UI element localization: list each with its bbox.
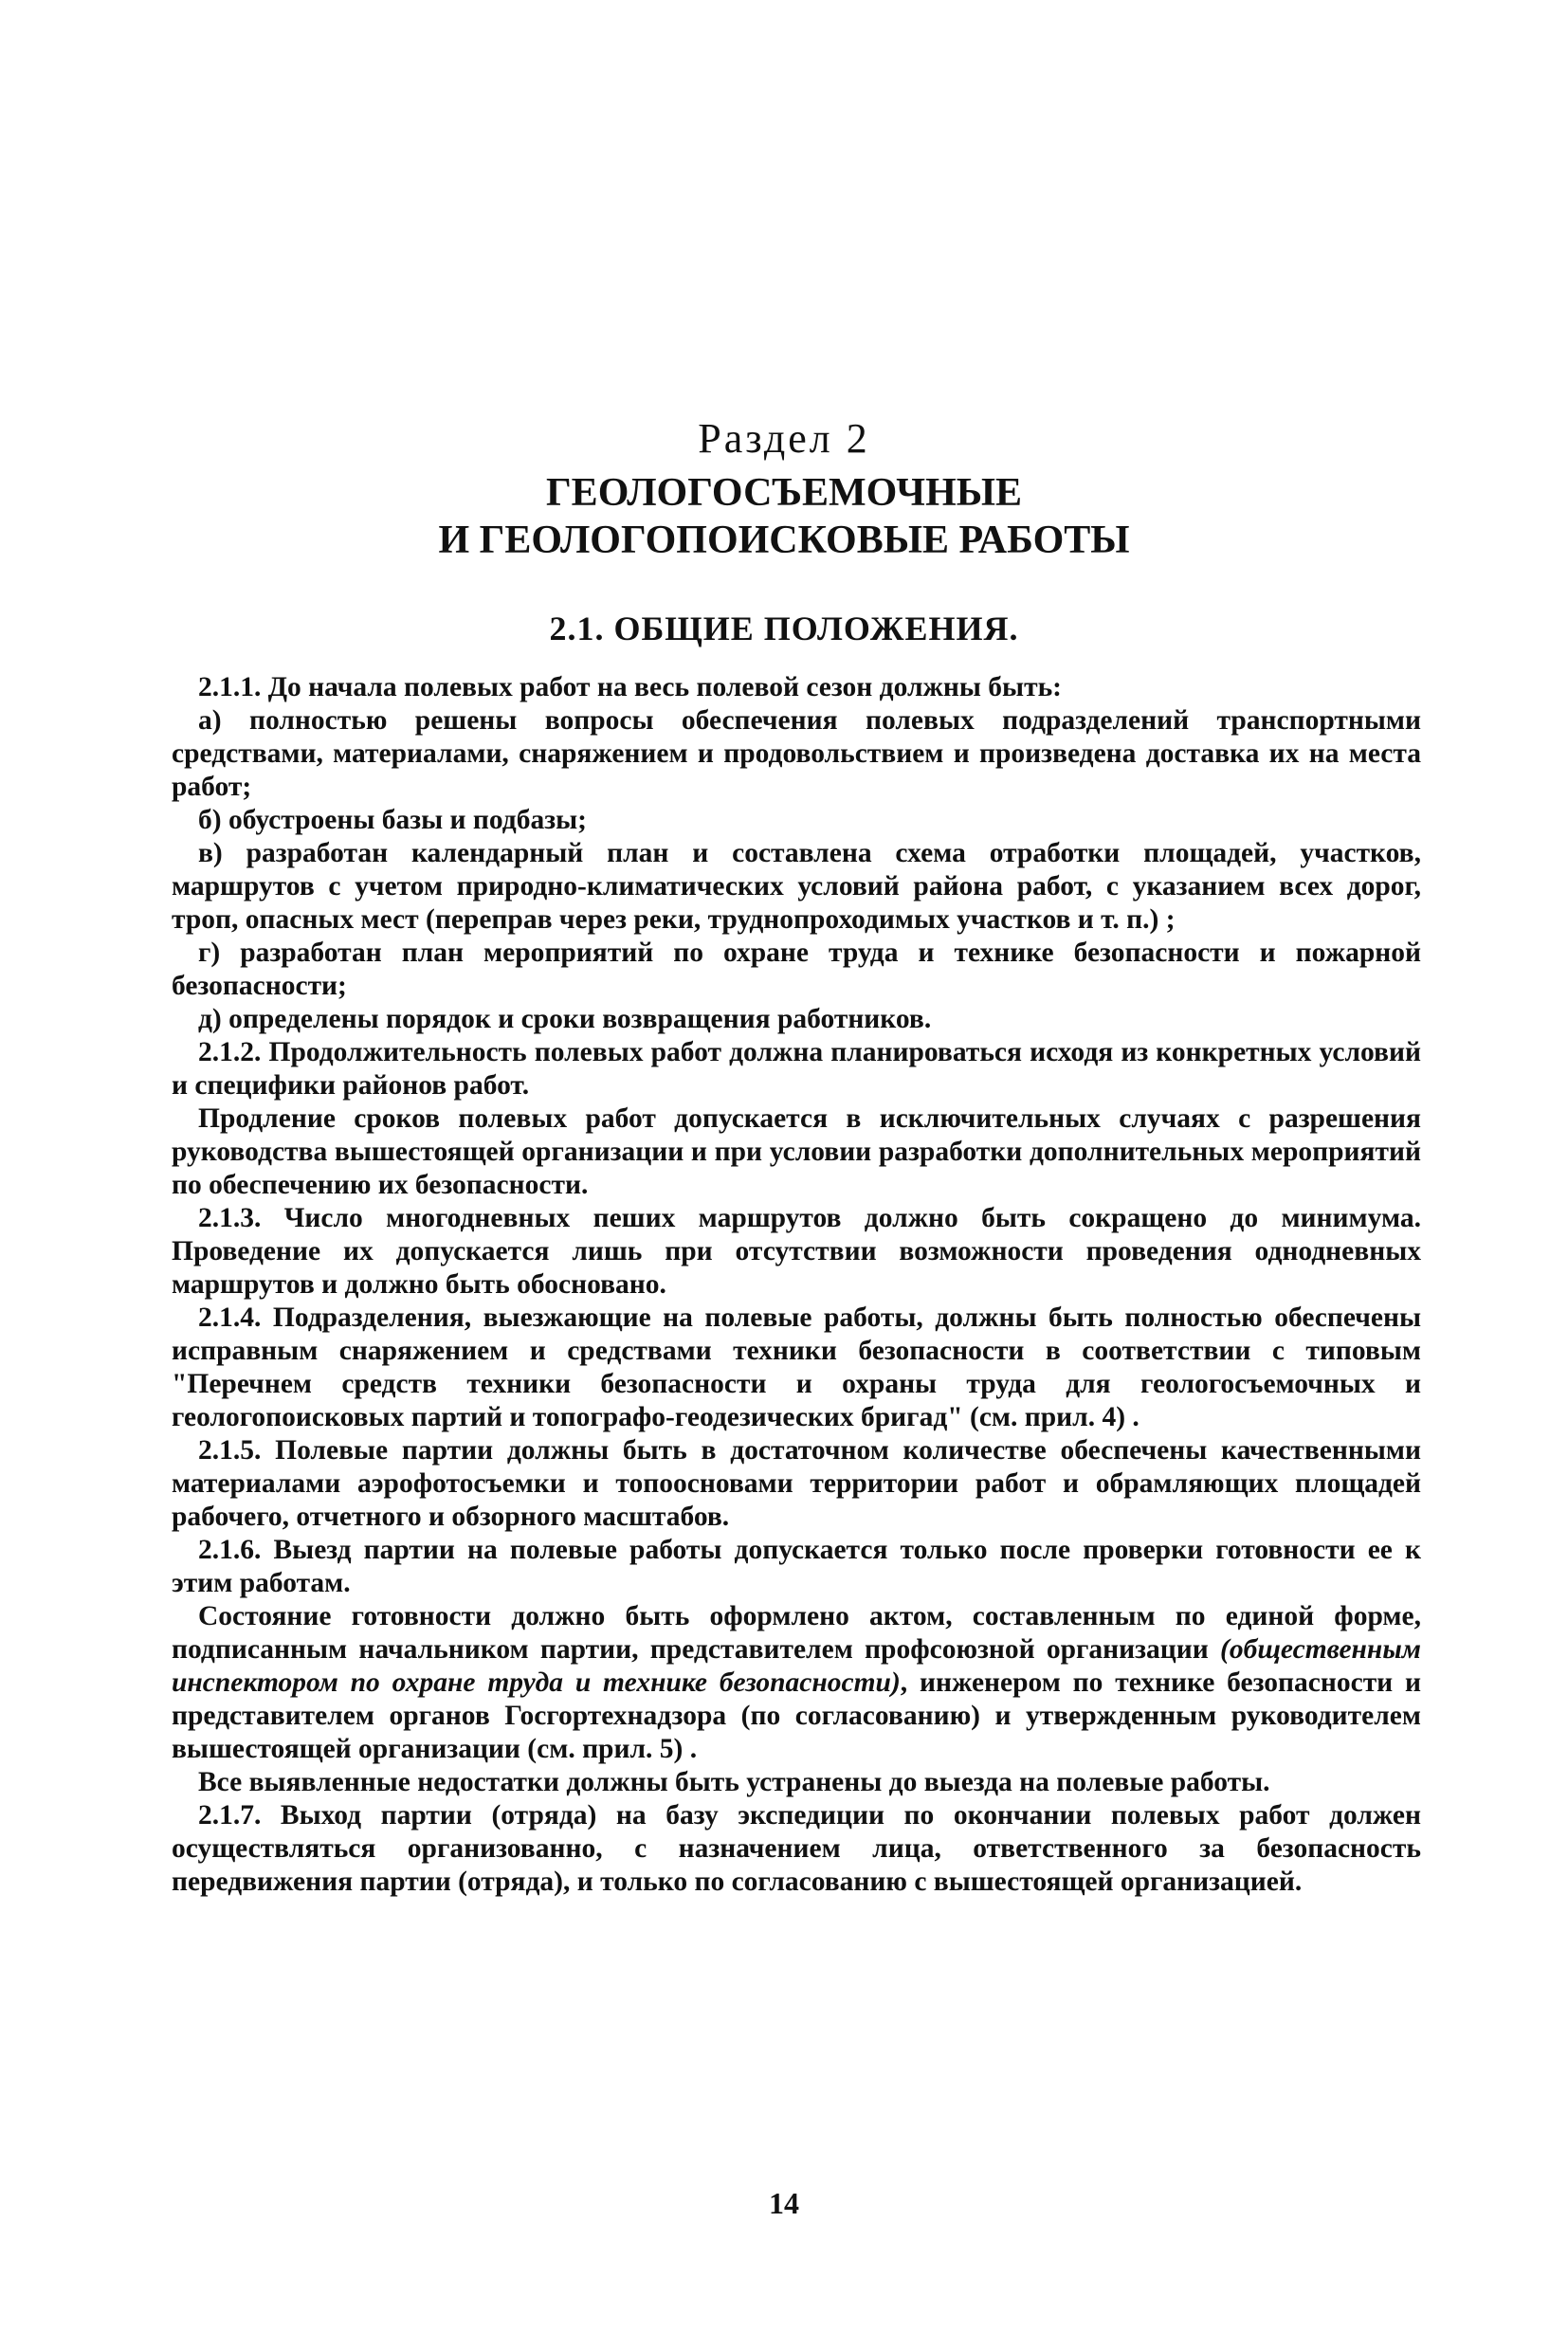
paragraph-2-1-1-v: в) разработан календарный план и составлена схема отработки площадей, участков, маршрутов с учетом природно-климатических условий района работ, с указанием всех дорог, троп, опасных мест (переправ через реки, труднопроходимых участков и т. п.) ;: [172, 838, 1421, 935]
paragraph-2-1-5: 2.1.5. Полевые партии должны быть в достаточном количестве обеспечены качественными материалами аэрофотосъемки и топоосновами территории работ и обрамляющих площадей рабочего, отчетного и обзорного масштабов.: [172, 1435, 1421, 1532]
paragraph-2-1-2-continued: Продление сроков полевых работ допускается в исключительных случаях с разрешения руководства вышестоящей организации и при условии разработки дополнительных мероприятий по обеспечению их безопасности.: [172, 1103, 1421, 1200]
paragraph-2-1-1-a: а) полностью решены вопросы обеспечения полевых подразделений транспортными средствами, материалами, снаряжением и продовольствием и произведена доставка их на места работ;: [172, 705, 1421, 802]
paragraph-2-1-6-deficiencies: Все выявленные недостатки должны быть устранены до выезда на полевые работы.: [198, 1767, 1270, 1797]
paragraph-2-1-7: 2.1.7. Выход партии (отряда) на базу экспедиции по окончании полевых работ должен осуществляться организованно, с назначением лица, ответственного за безопасность передвижения партии (отряда), и только по согласованию с вышестоящей организацией.: [172, 1800, 1421, 1897]
paragraph-2-1-6-readiness: [172, 1600, 1421, 1766]
paragraph-2-1-6: 2.1.6. Выезд партии на полевые работы допускается только после проверки готовности ее к этим работам.: [172, 1535, 1421, 1598]
readiness-text-italic: (общественным инспектором по охране труда и технике безопасности): [172, 1634, 1421, 1698]
section-title-line-2: И ГЕОЛОГОПОИСКОВЫЕ РАБОТЫ: [438, 519, 1130, 562]
section-title: [0, 469, 1568, 564]
paragraph-2-1-1-d: д) определены порядок и сроки возвращения работников.: [198, 1004, 932, 1034]
page-number: 14: [769, 2186, 799, 2220]
paragraph-2-1-2: 2.1.2. Продолжительность полевых работ должна планироваться исходя из конкретных условий и специфики районов работ.: [172, 1037, 1421, 1101]
readiness-text-end: , инженером по технике безопасности и представителем органов Госгортехнадзора (по согласованию) и утвержденным руководителем вышестоящей организации (см. прил. 5) .: [172, 1667, 1421, 1764]
paragraph-2-1-3: 2.1.3. Число многодневных пеших маршрутов должно быть сокращено до минимума. Проведение их допускается лишь при отсутствии возможности проведения однодневных маршрутов и должно быть обосновано.: [172, 1203, 1421, 1300]
section-title-line-1: ГЕОЛОГОСЪЕМОЧНЫЕ: [545, 471, 1023, 515]
paragraph-2-1-1-g: г) разработан план мероприятий по охране труда и технике безопасности и пожарной безопасности;: [172, 938, 1421, 1001]
paragraph-2-1-4: 2.1.4. Подразделения, выезжающие на полевые работы, должны быть полностью обеспечены исправным снаряжением и средствами техники безопасности в соответствии с типовым "Перечнем средств техники безопасности и охраны труда для геологосъемочных и геологопоисковых партий и топографо-геодезических бригад" (см. прил. 4) .: [172, 1303, 1421, 1432]
body-text: [172, 671, 1421, 1899]
paragraph-2-1-1: 2.1.1. До начала полевых работ на весь полевой сезон должны быть:: [198, 672, 1062, 702]
paragraph-2-1-1-b: б) обустроены базы и подбазы;: [198, 805, 587, 835]
readiness-text-start: Состояние готовности должно быть оформлено актом, составленным по единой форме, подписанным начальником партии, представителем профсоюзной организации: [172, 1601, 1421, 1665]
section-label: Раздел 2: [698, 415, 870, 462]
subsection-title: 2.1. ОБЩИЕ ПОЛОЖЕНИЯ.: [549, 610, 1019, 647]
